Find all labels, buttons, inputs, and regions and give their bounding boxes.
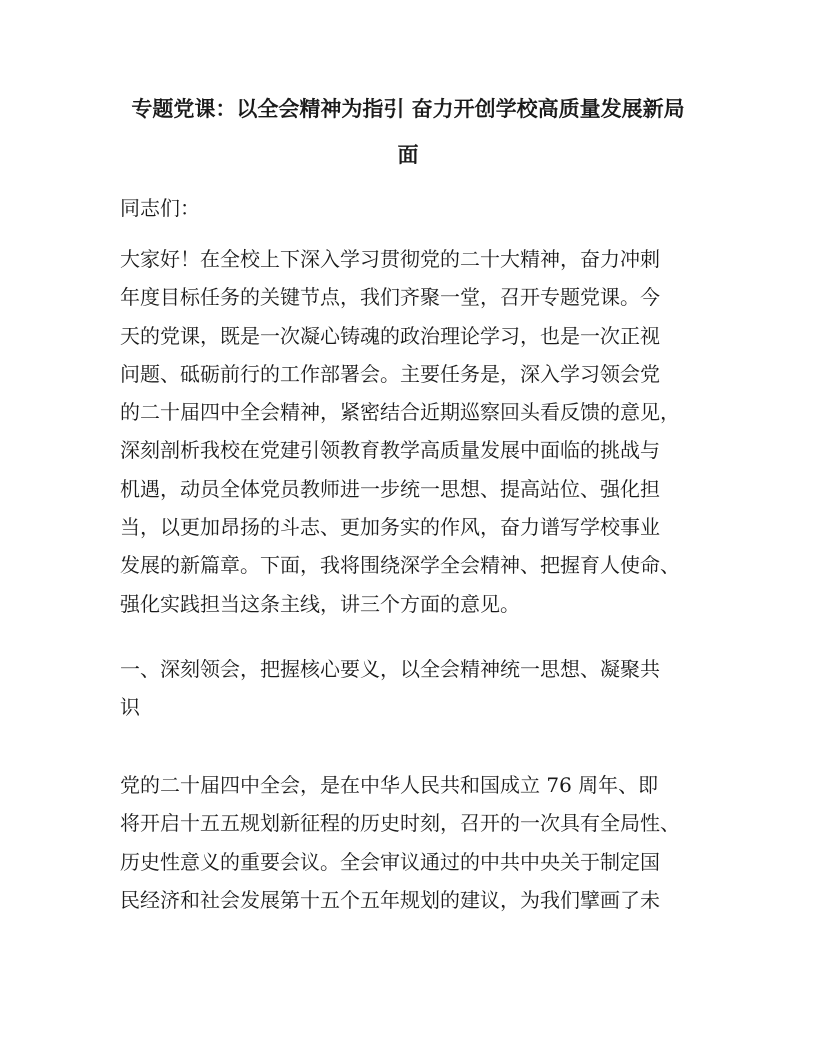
title-line: 专题党课：以全会精神为指引 奋力开创学校高质量发展新局 — [131, 96, 685, 121]
text-line: 天的党课，既是一次凝心铸魂的政治理论学习，也是一次正视 — [120, 323, 660, 348]
salutation — [120, 189, 730, 227]
section-1-body — [120, 766, 730, 919]
text-line: 党的二十届四中全会，是在中华人民共和国成立 76 周年、即 — [120, 773, 659, 797]
document-title — [100, 86, 716, 178]
text-line: 将开启十五五规划新征程的历史时刻，召开的一次具有全局性、 — [120, 811, 680, 836]
text-line: 机遇，动员全体党员教师进一步统一思想、提高站位、强化担 — [120, 476, 660, 501]
text-line: 历史性意义的重要会议。全会审议通过的中共中央关于制定国 — [120, 849, 660, 874]
text-line: 年度目标任务的关键节点，我们齐聚一堂，召开专题党课。今 — [120, 285, 660, 310]
text-line: 发展的新篇章。下面，我将围绕深学全会精神、把握育人使命、 — [120, 553, 680, 578]
text-line: 的二十届四中全会精神，紧密结合近期巡察回头看反馈的意见， — [120, 400, 680, 425]
text-line: 深刻剖析我校在党建引领教育教学高质量发展中面临的挑战与 — [120, 438, 660, 463]
heading-line: 一、深刻领会，把握核心要义，以全会精神统一思想、凝聚共 — [120, 657, 660, 681]
intro-paragraph — [120, 240, 730, 623]
text-line: 问题、砥砺前行的工作部署会。主要任务是，深入学习领会党 — [120, 361, 660, 386]
text-line: 民经济和社会发展第十五个五年规划的建议，为我们擘画了未 — [120, 887, 660, 912]
salutation-text: 同志们： — [120, 196, 200, 220]
heading-line: 识 — [120, 695, 140, 720]
section-1-heading — [120, 650, 730, 727]
text-line: 当，以更加昂扬的斗志、更加务实的作风，奋力谱写学校事业 — [120, 515, 660, 540]
text-line: 大家好！在全校上下深入学习贯彻党的二十大精神，奋力冲刺 — [120, 247, 660, 271]
text-line: 强化实践担当这条主线，讲三个方面的意见。 — [120, 591, 520, 616]
title-line: 面 — [397, 142, 419, 167]
